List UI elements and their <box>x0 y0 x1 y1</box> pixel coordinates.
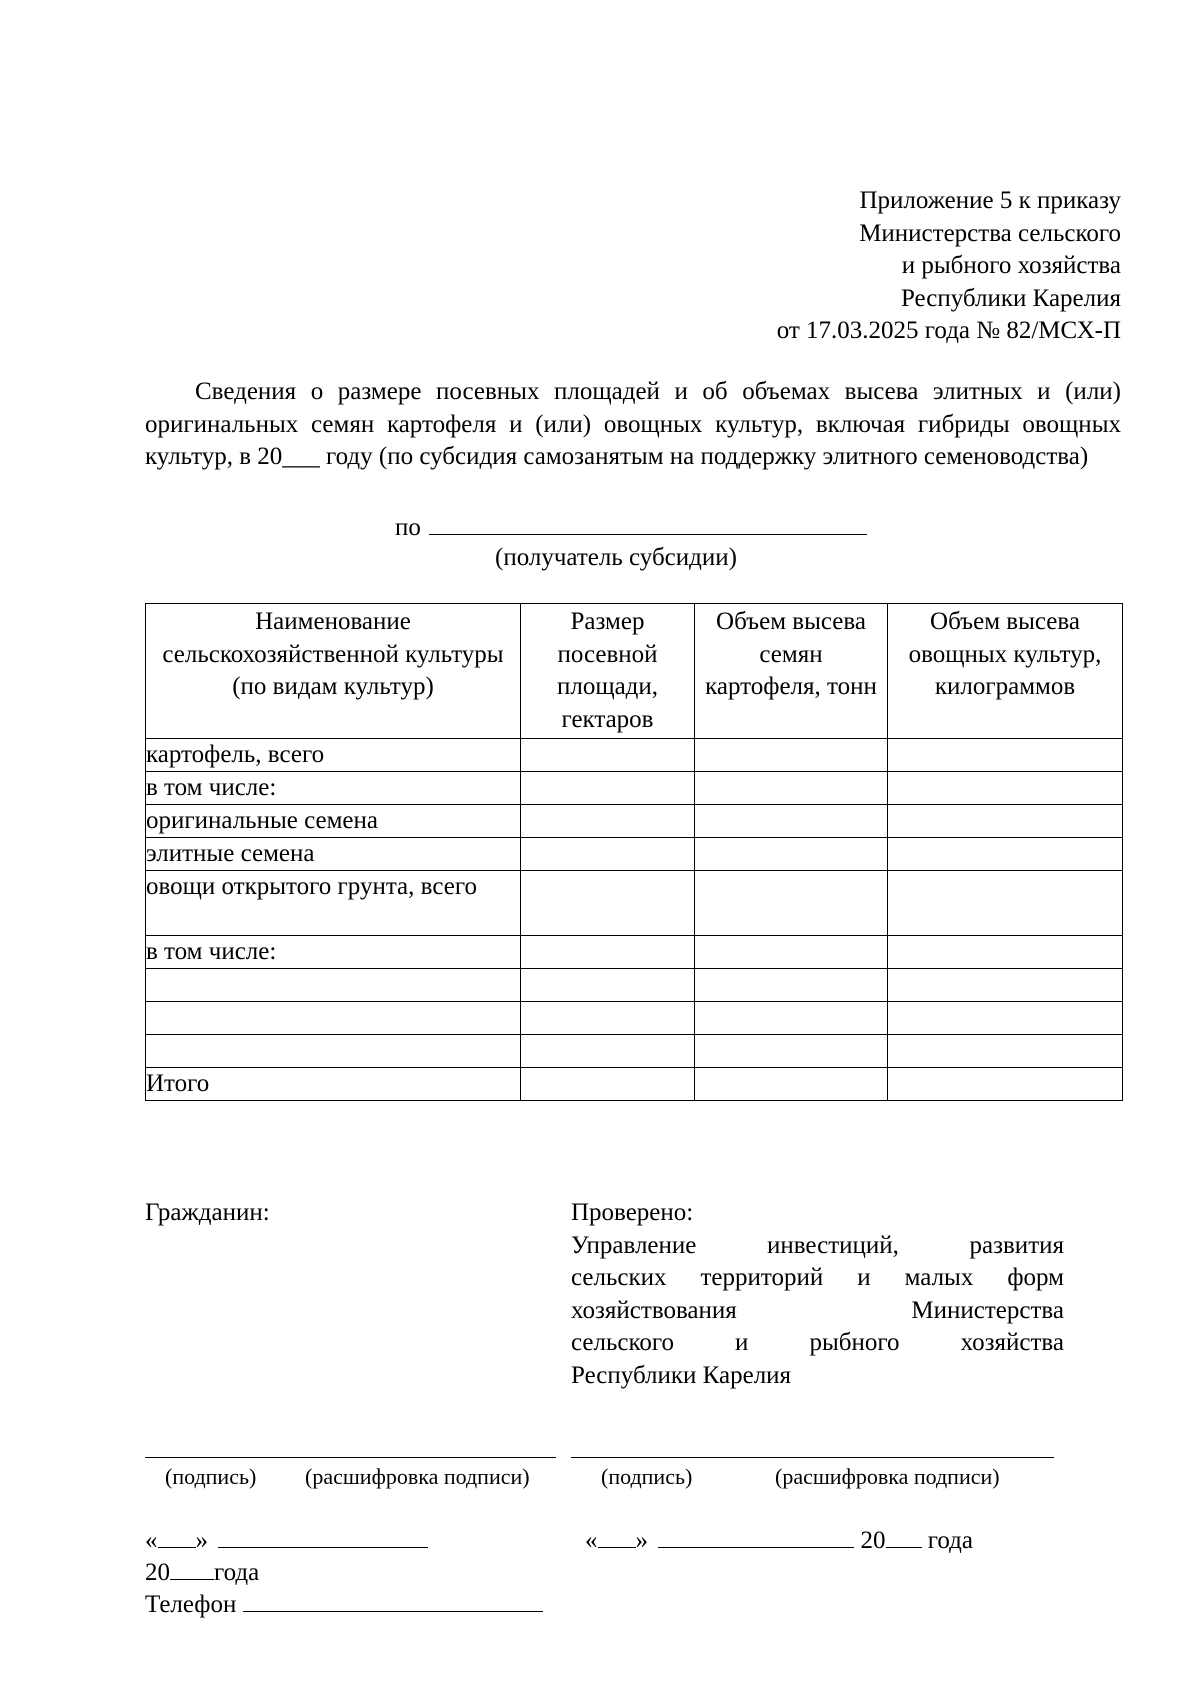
table-cell[interactable] <box>521 1068 695 1101</box>
table-cell[interactable] <box>521 871 695 936</box>
table-row <box>146 838 1123 871</box>
year-prefix: 20 <box>145 1559 170 1586</box>
table-cell[interactable] <box>521 1035 695 1068</box>
year-suffix: года <box>214 1559 260 1586</box>
open-quote: « <box>145 1527 158 1554</box>
table-row <box>146 739 1123 772</box>
header-line-3: и рыбного хозяйства <box>901 252 1121 279</box>
header-vegetable-volume: Объем высева овощных культур, килограммов <box>888 604 1123 739</box>
phone-blank[interactable] <box>243 1585 543 1612</box>
table-cell[interactable] <box>521 936 695 969</box>
phone-label: Телефон <box>145 1591 237 1618</box>
table-cell[interactable] <box>695 969 888 1002</box>
table-cell[interactable] <box>695 1068 888 1101</box>
checked-label: Проверено: <box>571 1199 694 1226</box>
table-cell[interactable] <box>888 739 1123 772</box>
header-potato-volume: Объем высева семян картофеля, тонн <box>695 604 888 739</box>
checked-block <box>571 1197 1064 1392</box>
header-crop-name: Наименование сельскохозяйственной культуры (по видам культур) <box>146 604 521 739</box>
table-cell[interactable] <box>521 805 695 838</box>
table-cell[interactable] <box>888 1035 1123 1068</box>
table-row <box>146 871 1123 936</box>
year-blank[interactable] <box>170 1553 214 1580</box>
row-label: картофель, всего <box>146 739 521 772</box>
checked-line-5: Республики Карелия <box>571 1361 792 1389</box>
table-cell[interactable] <box>695 772 888 805</box>
row-label: овощи открытого грунта, всего <box>146 871 521 936</box>
table-row <box>146 772 1123 805</box>
ministry-signature-line[interactable] <box>571 1457 1054 1458</box>
table-cell[interactable] <box>888 805 1123 838</box>
table-row <box>146 1002 1123 1035</box>
row-label[interactable] <box>146 969 521 1002</box>
table-cell[interactable] <box>695 838 888 871</box>
table-cell[interactable] <box>695 871 888 936</box>
table-cell[interactable] <box>695 1035 888 1068</box>
table-cell[interactable] <box>521 739 695 772</box>
checked-line-2: сельских территорий и малых форм <box>571 1264 1064 1291</box>
table-cell[interactable] <box>521 838 695 871</box>
year-blank[interactable] <box>886 1521 922 1548</box>
table-cell[interactable] <box>888 1068 1123 1101</box>
row-label: в том числе: <box>146 772 521 805</box>
table-row <box>146 936 1123 969</box>
table-cell[interactable] <box>521 969 695 1002</box>
checked-line-3: хозяйствования Министерства <box>571 1296 1064 1324</box>
row-label: в том числе: <box>146 936 521 969</box>
recipient-line <box>395 506 867 545</box>
table-row <box>146 969 1123 1002</box>
row-label: оригинальные семена <box>146 805 521 838</box>
year-suffix: года <box>927 1527 973 1554</box>
table-cell[interactable] <box>695 1002 888 1035</box>
citizen-label: Гражданин: <box>145 1199 270 1226</box>
document-title: Сведения о размере посевных площадей и об объемах высева элитных и (или) оригинальных семян картофеля и (или) овощных культур, включая гибриды овощных культур, в 20___ году (по субсидия самозанятым на поддержку элитного семеноводства) <box>145 378 1121 470</box>
right-sign-caption: (подпись) <box>601 1464 693 1489</box>
table-cell[interactable] <box>695 739 888 772</box>
table-cell[interactable] <box>888 838 1123 871</box>
open-quote: « <box>585 1527 598 1554</box>
recipient-prefix: по <box>395 514 421 541</box>
checked-line-4: сельского и рыбного хозяйства <box>571 1329 1064 1356</box>
day-blank[interactable] <box>158 1521 196 1548</box>
header-line-5: от 17.03.2025 года № 82/МСХ-П <box>776 317 1121 344</box>
left-sign-caption: (подпись) <box>165 1464 257 1489</box>
table-cell[interactable] <box>888 871 1123 936</box>
table-cell[interactable] <box>888 772 1123 805</box>
table-cell[interactable] <box>695 805 888 838</box>
ministry-date-line <box>585 1521 973 1558</box>
table-header-row <box>146 604 1123 739</box>
day-blank[interactable] <box>598 1521 636 1548</box>
table-row <box>146 1035 1123 1068</box>
checked-line-1: Управление инвестиций, развития <box>571 1231 1064 1259</box>
row-label[interactable] <box>146 1035 521 1068</box>
recipient-caption: (получатель субсидии) <box>495 544 737 571</box>
table-row <box>146 805 1123 838</box>
row-label[interactable] <box>146 1002 521 1035</box>
row-label: Итого <box>146 1068 521 1101</box>
recipient-blank[interactable] <box>429 506 867 535</box>
table-cell[interactable] <box>695 936 888 969</box>
table-cell[interactable] <box>888 969 1123 1002</box>
header-line-4: Республики Карелия <box>900 284 1121 312</box>
header-line-1: Приложение 5 к приказу <box>859 187 1121 214</box>
close-quote: » <box>195 1527 208 1554</box>
header-line-2: Министерства сельского <box>859 219 1121 247</box>
sowing-data-table <box>145 603 1123 1101</box>
document-header <box>600 185 1121 348</box>
table-row <box>146 1068 1123 1101</box>
citizen-signature-line[interactable] <box>145 1457 556 1458</box>
right-decode-caption: (расшифровка подписи) <box>775 1464 1000 1489</box>
header-sowing-area: Размер посевной площади, гектаров <box>521 604 695 739</box>
table-cell[interactable] <box>888 936 1123 969</box>
table-cell[interactable] <box>521 772 695 805</box>
table-cell[interactable] <box>888 1002 1123 1035</box>
row-label: элитные семена <box>146 838 521 871</box>
table-cell[interactable] <box>521 1002 695 1035</box>
left-decode-caption: (расшифровка подписи) <box>305 1464 530 1489</box>
month-blank[interactable] <box>218 1521 428 1548</box>
phone-line <box>145 1585 543 1622</box>
year-prefix: 20 <box>860 1527 886 1554</box>
close-quote: » <box>635 1527 648 1554</box>
month-blank[interactable] <box>658 1521 854 1548</box>
